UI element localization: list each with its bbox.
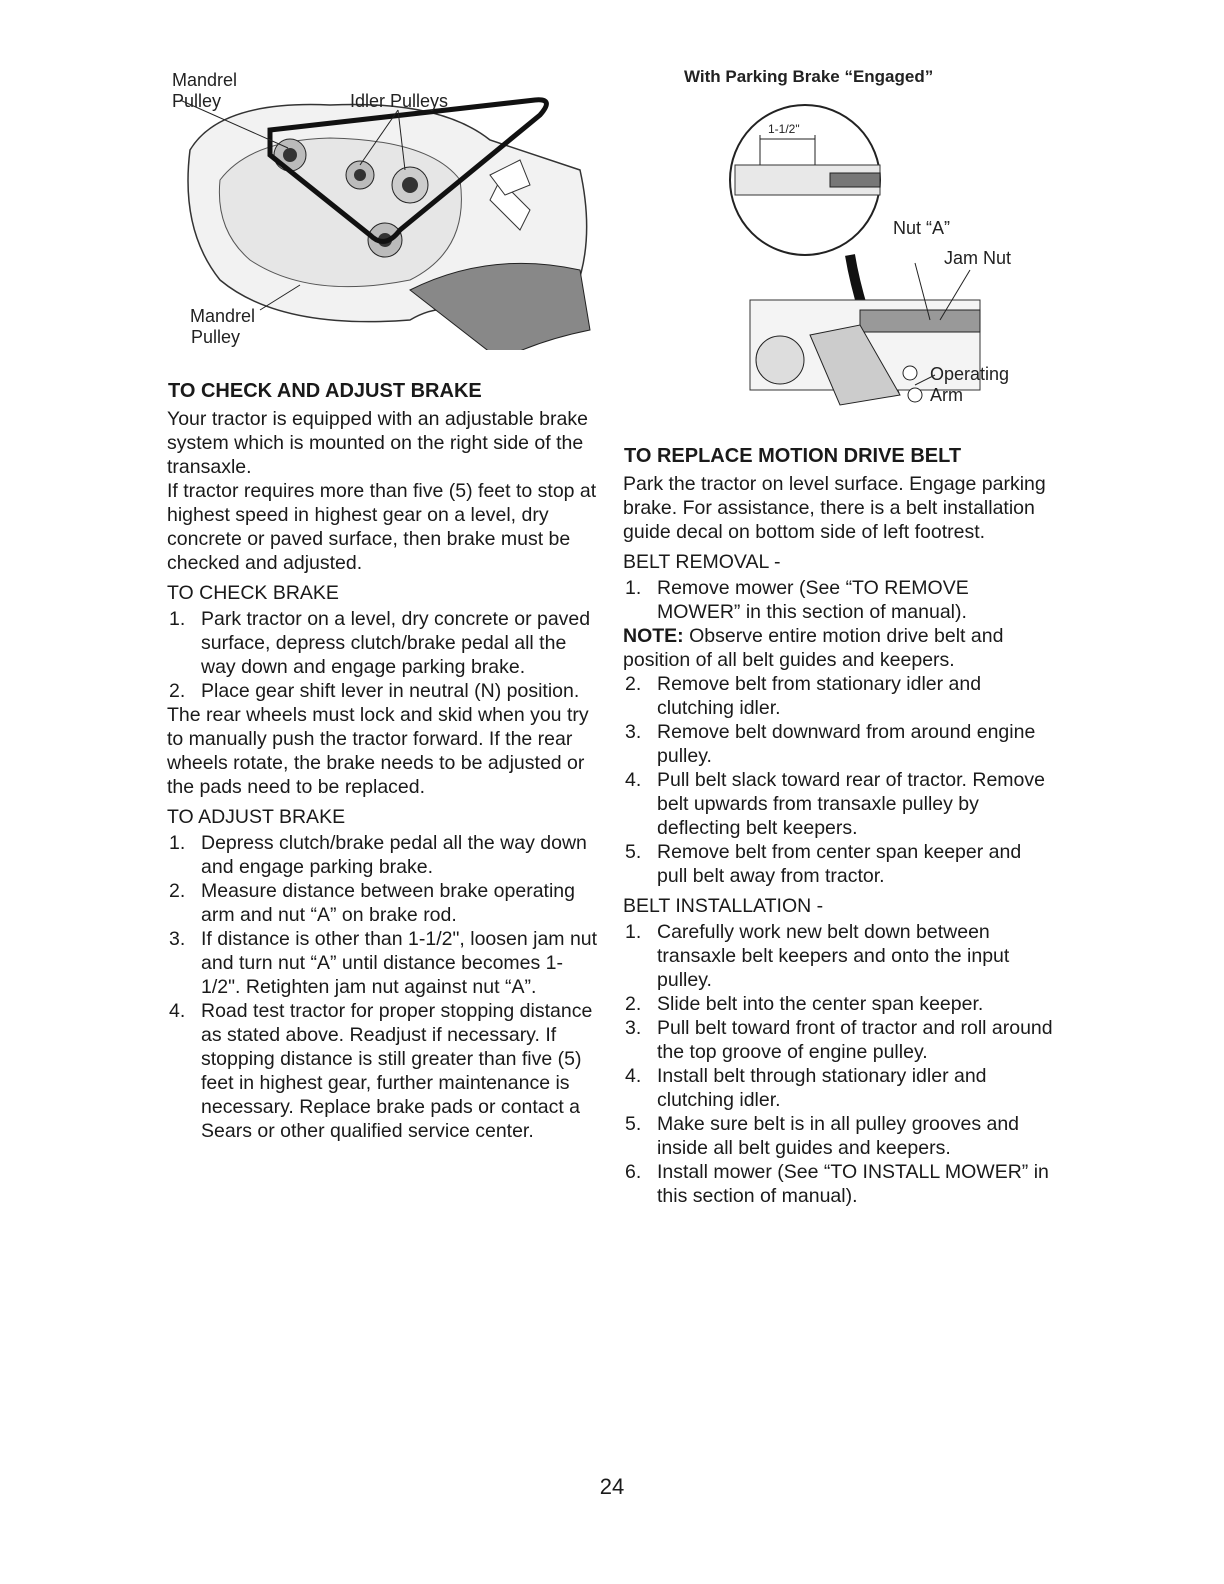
list-item: 6. Install mower (See “TO INSTALL MOWER” in this section of manual). [625, 1161, 1049, 1207]
list-item: 1. Depress clutch/brake pedal all the way down and engage parking brake. [169, 832, 587, 878]
list-item: 1. Park tractor on a level, dry concrete or paved surface, depress clutch/brake pedal all the way down and engage parking brake. [169, 608, 591, 678]
list-item: 4. Pull belt slack toward rear of tractor. Remove belt upwards from transaxle pulley by deflecting belt keepers. [625, 769, 1045, 839]
label-mandrel-pulley-top: Mandrel Pulley [172, 70, 238, 111]
list-item: 4. Install belt through stationary idler and clutching idler. [625, 1065, 987, 1111]
list-item: 1. Carefully work new belt down between transaxle belt keepers and onto the input pulley. [625, 921, 1010, 991]
adjust-brake-steps [167, 831, 599, 1143]
note-label: NOTE: [623, 625, 684, 647]
brake-intro-1: Your tractor is equipped with an adjustable brake system which is mounted on the right side of the transaxle. [167, 408, 588, 478]
belt-installation-steps [623, 920, 1055, 1208]
list-item: 1. Remove mower (See “TO REMOVE MOWER” in this section of manual). [625, 577, 969, 623]
list-item: 2. Slide belt into the center span keeper. [625, 993, 984, 1015]
check-brake-title: TO CHECK BRAKE [167, 582, 339, 604]
belt-removal-steps-first [623, 576, 1055, 624]
list-item: 5. Remove belt from center span keeper and pull belt away from tractor. [625, 841, 1022, 887]
label-nut-a: Nut “A” [893, 218, 951, 238]
mower-deck-figure [160, 60, 600, 350]
belt-installation-title: BELT INSTALLATION - [623, 895, 824, 917]
dimension-label: 1-1/2" [768, 122, 800, 136]
list-item: 3. Pull belt toward front of tractor and roll around the top groove of engine pulley. [625, 1017, 1053, 1063]
belt-removal-steps-rest [623, 672, 1055, 888]
belt-heading: TO REPLACE MOTION DRIVE BELT [624, 445, 962, 467]
brake-heading: TO CHECK AND ADJUST BRAKE [168, 380, 482, 402]
list-item: 2. Measure distance between brake operating arm and nut “A” on brake rod. [169, 880, 575, 926]
list-item: 3. If distance is other than 1-1/2", loosen jam nut and turn nut “A” until distance becomes 1-1/2". Retighten jam nut against nut “A”. [169, 928, 598, 998]
list-item: 4. Road test tractor for proper stopping distance as stated above. Readjust if necessary. If stopping distance is still greater than five (5) feet in highest gear, further maintenance is necessary. Replace brake pads or contact a Sears or other qualified service center. [169, 1000, 593, 1142]
brake-section [167, 407, 599, 1143]
label-jam-nut: Jam Nut [944, 248, 1012, 268]
list-item: 2. Remove belt from stationary idler and clutching idler. [625, 673, 982, 719]
belt-removal-title: BELT REMOVAL - [623, 551, 781, 573]
page-number: 24 [599, 1474, 625, 1499]
label-idler-pulleys: Idler Pulleys [350, 91, 449, 111]
label-operating-arm: Operating Arm [930, 364, 1010, 405]
brake-intro-2: If tractor requires more than five (5) feet to stop at highest speed in highest gear on a level, dry concrete or paved surface, then brake must be checked and adjusted. [167, 480, 597, 574]
label-mandrel-pulley-bottom: Mandrel Pulley [190, 306, 256, 347]
belt-section [623, 472, 1055, 1208]
list-item: 3. Remove belt downward from around engine pulley. [625, 721, 1036, 767]
list-item: 2. Place gear shift lever in neutral (N) position. [169, 680, 580, 702]
list-item: 5. Make sure belt is in all pulley grooves and inside all belt guides and keepers. [625, 1113, 1020, 1159]
figure-caption: With Parking Brake “Engaged” [684, 67, 934, 86]
belt-note: NOTE: Observe entire motion drive belt and position of all belt guides and keepers. [623, 625, 1004, 671]
check-brake-steps [167, 607, 599, 703]
adjust-brake-title: TO ADJUST BRAKE [167, 806, 346, 828]
belt-intro: Park the tractor on level surface. Engage parking brake. For assistance, there is a belt installation guide decal on bottom side of left footrest. [623, 473, 1046, 543]
check-brake-after: The rear wheels must lock and skid when you try to manually push the tractor forward. If the rear wheels rotate, the brake needs to be adjusted or the pads need to be replaced. [167, 704, 589, 798]
